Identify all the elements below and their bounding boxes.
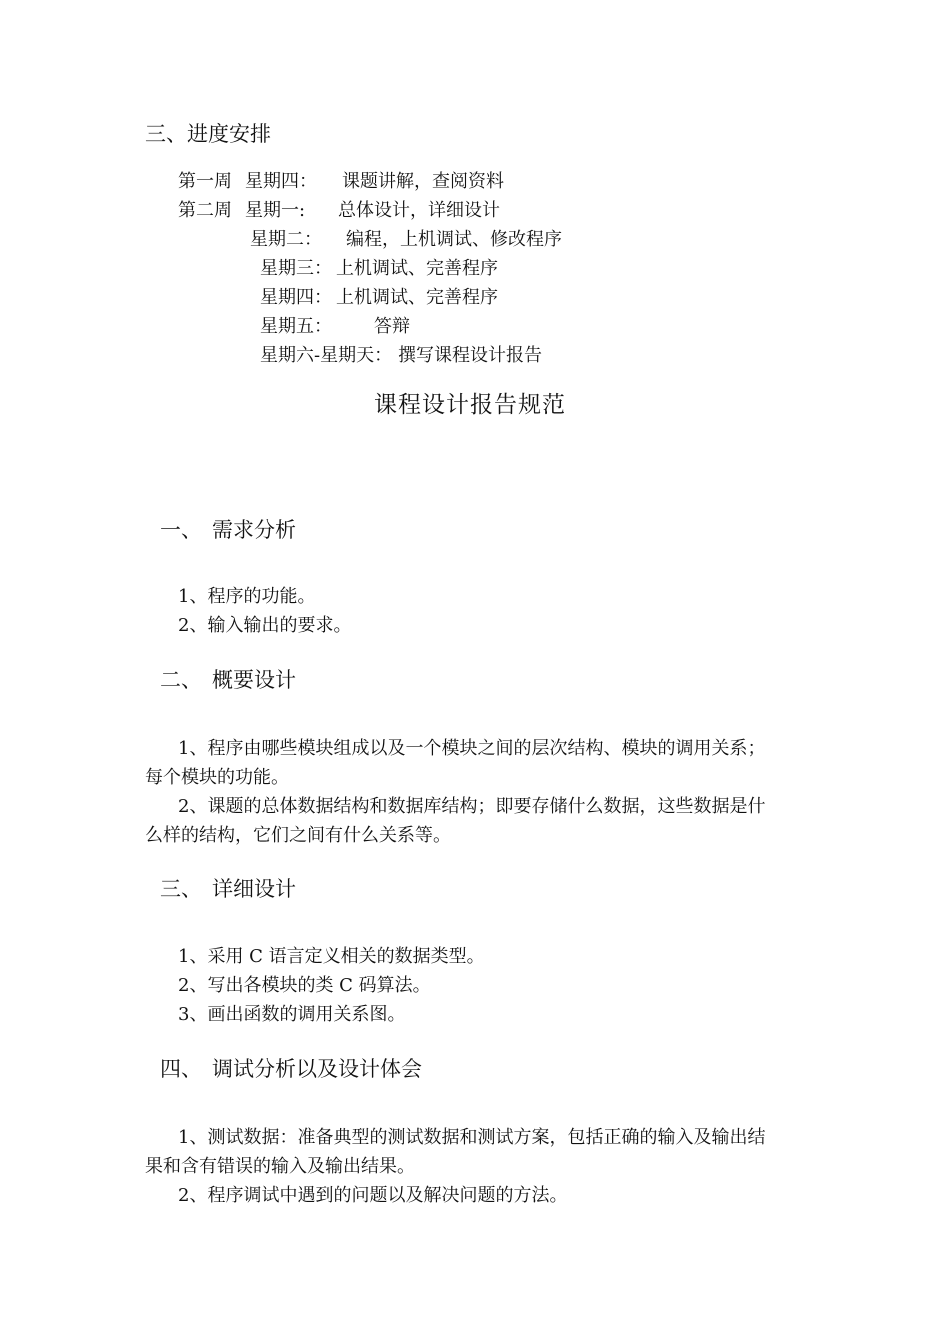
page-title: 课程设计报告规范	[374, 392, 566, 418]
paragraph-line: 2、课题的总体数据结构和数据库结构；即要存储什么数据，这些数据是什	[178, 796, 766, 817]
section-number: 一、	[160, 518, 202, 542]
paragraph-line: 1、程序由哪些模块组成以及一个模块之间的层次结构、模块的调用关系；	[178, 738, 766, 759]
schedule-day: 星期六-星期天：	[260, 345, 393, 366]
list-item: 2、写出各模块的类 C 码算法。	[178, 975, 431, 996]
schedule-task: 撰写课程设计报告	[398, 345, 542, 366]
section-number: 三、	[160, 877, 202, 901]
section-number: 四、	[160, 1057, 202, 1081]
schedule-task: 答辩	[374, 316, 410, 337]
schedule-week: 第一周	[178, 171, 232, 192]
section-title: 详细设计	[212, 877, 296, 901]
schedule-task: 上机调试、完善程序	[336, 258, 498, 279]
schedule-task: 课题讲解，查阅资料	[342, 171, 504, 192]
paragraph-line: 么样的结构，它们之间有什么关系等。	[145, 825, 451, 846]
schedule-day: 星期三：	[260, 258, 332, 279]
list-item: 1、采用 C 语言定义相关的数据类型。	[178, 946, 485, 967]
section-title: 需求分析	[212, 518, 296, 542]
list-item: 1、程序的功能。	[178, 586, 316, 607]
schedule-day: 星期二：	[250, 229, 322, 250]
section-title: 概要设计	[212, 668, 296, 692]
section-title: 调试分析以及设计体会	[212, 1057, 422, 1081]
paragraph-line: 果和含有错误的输入及输出结果。	[145, 1156, 415, 1177]
schedule-day: 星期四：	[245, 171, 317, 192]
paragraph-line: 1、测试数据：准备典型的测试数据和测试方案，包括正确的输入及输出结	[178, 1127, 766, 1148]
schedule-day: 星期五：	[260, 316, 332, 337]
list-item: 2、程序调试中遇到的问题以及解决问题的方法。	[178, 1185, 568, 1206]
schedule-task: 总体设计，详细设计	[338, 200, 500, 221]
list-item: 2、输入输出的要求。	[178, 615, 352, 636]
schedule-week: 第二周	[178, 200, 232, 221]
schedule-task: 上机调试、完善程序	[336, 287, 498, 308]
schedule-day: 星期四：	[260, 287, 332, 308]
list-item: 3、画出函数的调用关系图。	[178, 1004, 406, 1025]
schedule-day: 星期一:	[245, 200, 306, 221]
schedule-task: 编程，上机调试、修改程序	[346, 229, 562, 250]
paragraph-line: 每个模块的功能。	[145, 767, 289, 788]
schedule-heading: 三、进度安排	[145, 122, 271, 146]
section-number: 二、	[160, 668, 202, 692]
